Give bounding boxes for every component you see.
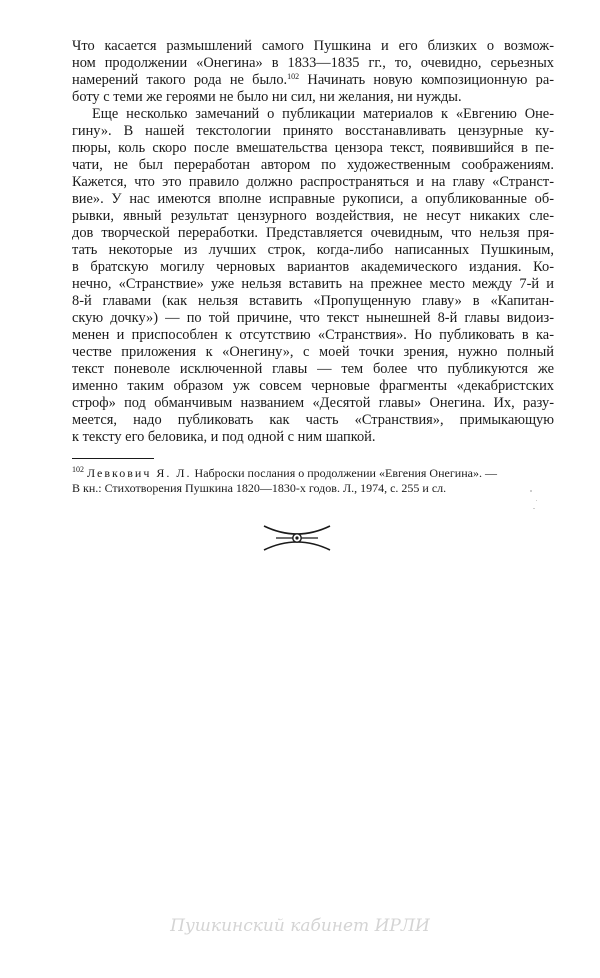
paragraph-2-line-2: гину». В нашей текстологии принято восстанавливать цензурные ку- (72, 123, 554, 139)
paragraph-2-line-3: пюры, коль скоро после вмешательства цензора текст, появившийся в пе- (72, 140, 554, 156)
footnote-number: 102 (72, 465, 84, 474)
paragraph-2-line-19: меется, надо публиковать как часть «Странствия», примыкающую (72, 412, 554, 428)
paper-speck (536, 500, 537, 501)
paragraph-2-line-5: Кажется, что это правило должно распространяться и на главу «Странст- (72, 174, 554, 190)
footnote-line-2: В кн.: Стихотворения Пушкина 1820—1830-х годов. Л., 1974, с. 255 и сл. (72, 481, 447, 495)
paragraph-2-line-15: честве приложения к «Онегину», с моей точки зрения, нужно полный (72, 344, 554, 360)
watermark: Пушкинский кабинет ИРЛИ (170, 916, 430, 936)
paragraph-2-line-6: вие». У нас имеются вполне исправные рукописи, а опубликованные об- (72, 191, 554, 207)
paragraph-2-line-9: тать некоторые из лучших строк, когда-либо написанных Пушкиным, (72, 242, 554, 258)
paragraph-2-line-7: рывки, явный результат цензурного воздействия, не несут никаких сле- (72, 208, 554, 224)
paragraph-2-line-16: текст поневоле исключенной главы — тем более что публикуются же (72, 361, 554, 377)
text-run: намерений такого рода не было. (72, 72, 288, 88)
paragraph-1-line-2: ном продолжении «Онегина» в 1833—1835 гг., то, очевидно, серьезных (72, 55, 554, 71)
section-end-ornament-icon (262, 520, 332, 556)
paragraph-2-line-17: именно таким образом уж совсем черновые фрагменты «декабристских (72, 378, 554, 394)
paragraph-2-line-10: в братскую могилу черновых вариантов академического издания. Ко- (72, 259, 554, 275)
paper-speck (533, 508, 535, 509)
text-run: Начинать новую композиционную ра- (299, 72, 554, 88)
paragraph-2-line-4: чати, не был переработан автором по художественным соображениям. (72, 157, 554, 173)
paragraph-1-line-3 (72, 72, 554, 89)
footnote-separator (72, 458, 154, 459)
paragraph-2-line-18: строф» под обманчивым названием «Десятой главы» Онегина. Их, разу- (72, 395, 554, 411)
paragraph-1-line-1: Что касается размышлений самого Пушкина и его близких о возмож- (72, 38, 554, 54)
paper-speck (530, 490, 532, 492)
footnote-reference[interactable]: 102 (287, 72, 300, 81)
footnote-author: Левкович Я. Л. (87, 466, 192, 480)
footnote-line-1 (72, 466, 554, 481)
paragraph-2-line-1: Еще несколько замечаний о публикации материалов к «Евгению Оне- (92, 106, 554, 122)
paragraph-2-line-11: нечно, «Странствие» уже нельзя вставить на прежнее место между 7-й и (72, 276, 554, 292)
paragraph-1-line-4: боту с теми же героями не было ни сил, ни желания, ни нужды. (72, 89, 462, 105)
paragraph-2-line-20: к тексту его беловика, и под одной с ним шапкой. (72, 429, 376, 445)
paragraph-2-line-14: менен и приспособлен к отсутствию «Странствия». Но публиковать в ка- (72, 327, 554, 343)
paragraph-2-line-12: 8-й главами (как нельзя вставить «Пропущенную главу» в «Капитан- (72, 293, 554, 309)
paragraph-2-line-13: скую дочку») — по той причине, что текст нынешней 8-й главы видоиз- (72, 310, 554, 326)
footnote-title: Наброски послания о продолжении «Евгения Онегина». — (194, 466, 497, 480)
paragraph-2-line-8: дов творческой переработки. Представляется очевидным, что нельзя пря- (72, 225, 554, 241)
